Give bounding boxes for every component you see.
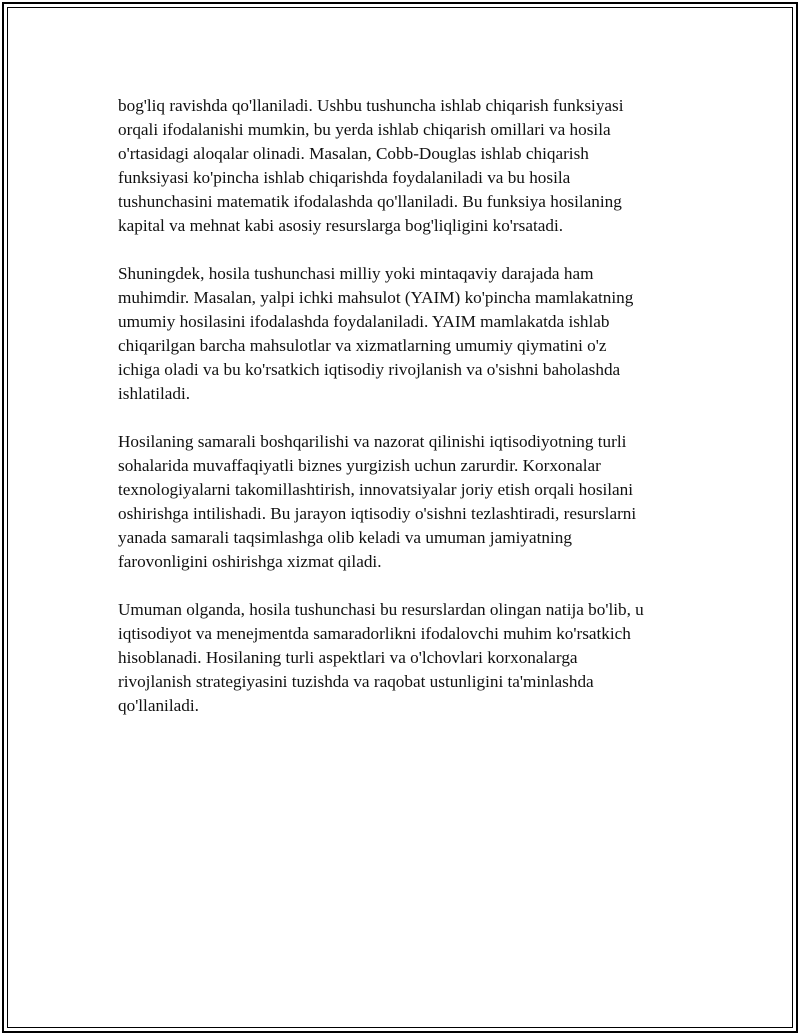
text-line: rivojlanish strategiyasini tuzishda va raqobat ustunligini ta'minlashda — [118, 672, 594, 691]
text-line: texnologiyalarni takomillashtirish, innovatsiyalar joriy etish orqali hosilani — [118, 480, 634, 499]
text-line: iqtisodiyot va menejmentda samaradorlikni ifodalovchi muhim ko'rsatkich — [118, 624, 631, 643]
text-line: oshirishga intilishadi. Bu jarayon iqtisodiy o'sishni tezlashtiradi, resurslarni — [118, 504, 637, 523]
text-line: Hosilaning samarali boshqarilishi va nazorat qilinishi iqtisodiyotning turli — [118, 432, 627, 451]
paragraph-3 — [118, 430, 708, 574]
text-line: muhimdir. Masalan, yalpi ichki mahsulot (YAIM) ko'pincha mamlakatning — [118, 288, 634, 307]
paragraph-4 — [118, 598, 708, 718]
text-line: ishlatiladi. — [118, 384, 191, 403]
text-line: funksiyasi ko'pincha ishlab chiqarishda foydalaniladi va bu hosila — [118, 168, 571, 187]
text-line: o'rtasidagi aloqalar olinadi. Masalan, Cobb-Douglas ishlab chiqarish — [118, 144, 589, 163]
text-line: yanada samarali taqsimlashga olib keladi va umuman jamiyatning — [118, 528, 572, 547]
document-body — [118, 94, 708, 742]
text-line: chiqarilgan barcha mahsulotlar va xizmatlarning umumiy qiymatini o'z — [118, 336, 607, 355]
text-line: Shuningdek, hosila tushunchasi milliy yoki mintaqaviy darajada ham — [118, 264, 594, 283]
text-line: tushunchasini matematik ifodalashda qo'llaniladi. Bu funksiya hosilaning — [118, 192, 622, 211]
text-line: bog'liq ravishda qo'llaniladi. Ushbu tushuncha ishlab chiqarish funksiyasi — [118, 96, 624, 115]
text-line: sohalarida muvaffaqiyatli biznes yurgizish uchun zarurdir. Korxonalar — [118, 456, 601, 475]
paragraph-2 — [118, 262, 708, 406]
text-line: ichiga oladi va bu ko'rsatkich iqtisodiy rivojlanish va o'sishni baholashda — [118, 360, 621, 379]
paragraph-1 — [118, 94, 708, 238]
text-line: orqali ifodalanishi mumkin, bu yerda ishlab chiqarish omillari va hosila — [118, 120, 611, 139]
text-line: kapital va mehnat kabi asosiy resurslarga bog'liqligini ko'rsatadi. — [118, 216, 564, 235]
text-line: hisoblanadi. Hosilaning turli aspektlari va o'lchovlari korxonalarga — [118, 648, 578, 667]
text-line: umumiy hosilasini ifodalashda foydalaniladi. YAIM mamlakatda ishlab — [118, 312, 610, 331]
text-line: Umuman olganda, hosila tushunchasi bu resurslardan olingan natija bo'lib, u — [118, 600, 644, 619]
text-line: qo'llaniladi. — [118, 696, 199, 715]
text-line: farovonligini oshirishga xizmat qiladi. — [118, 552, 382, 571]
